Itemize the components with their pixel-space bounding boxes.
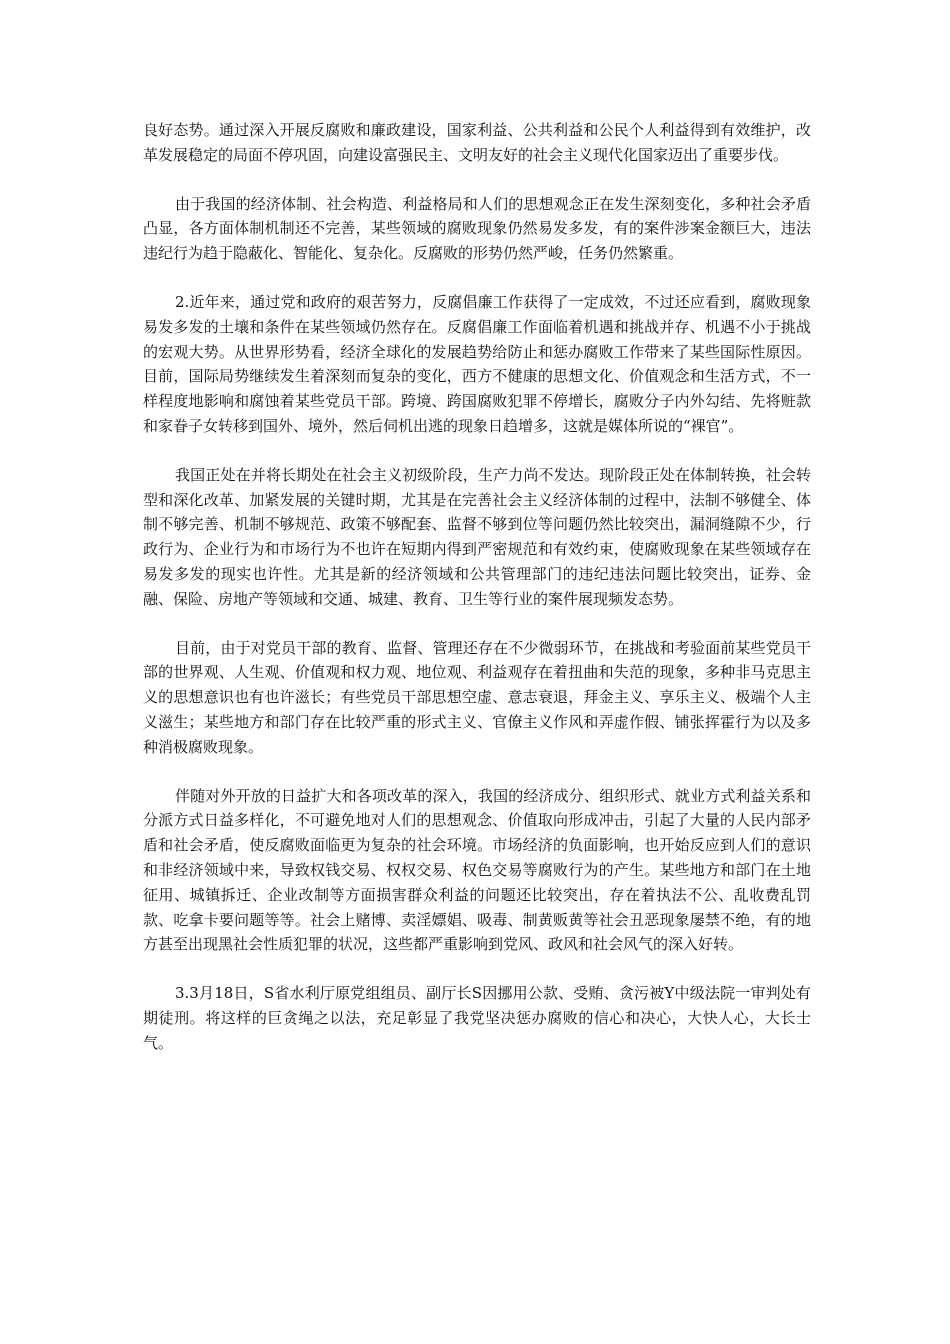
- paragraph-6: 伴随对外开放的日益扩大和各项改革的深入，我国的经济成分、组织形式、就业方式利益关系和分派方式日益多样化，不可避免地对人们的思想观念、价值取向形成冲击，引起了大量的人民内部矛盾和社会矛盾，使反腐败面临更为复杂的社会环境。市场经济的负面影响，也开始反应到人们的意识和非经济领域中来，导致权钱交易、权权交易、权色交易等腐败行为的产生。某些地方和部门在土地征用、城镇拆迁、企业改制等方面损害群众利益的问题还比较突出，存在着执法不公、乱收费乱罚款、吃拿卡要问题等等。社会上赌博、卖淫嫖娼、吸毒、制黄贩黄等社会丑恶现象屡禁不绝，有的地方甚至出现黑社会性质犯罪的状况，这些都严重影响到党风、政风和社会风气的深入好转。: [143, 786, 811, 954]
- paragraph-5: 目前，由于对党员干部的教育、监督、管理还存在不少微弱环节，在挑战和考验面前某些党员干部的世界观、人生观、价值观和权力观、地位观、利益观存在着扭曲和失范的现象，多种非马克思主义的思想意识也有也许滋长；有些党员干部思想空虚、意志衰退，拜金主义、享乐主义、极端个人主义滋生；某些地方和部门存在比较严重的形式主义、官僚主义作风和弄虚作假、铺张挥霍行为以及多种消极腐败现象。: [143, 638, 811, 756]
- paragraph-2: 由于我国的经济体制、社会构造、利益格局和人们的思想观念正在发生深刻变化，多种社会矛盾凸显，各方面体制机制还不完善，某些领域的腐败现象仍然易发多发，有的案件涉案金额巨大，违法违纪行为趋于隐蔽化、智能化、复杂化。反腐败的形势仍然严峻，任务仍然繁重。: [143, 194, 811, 263]
- paragraph-3: 2.近年来，通过党和政府的艰苦努力，反腐倡廉工作获得了一定成效，不过还应看到，腐败现象易发多发的土壤和条件在某些领域仍然存在。反腐倡廉工作面临着机遇和挑战并存、机遇不小于挑战的宏观大势。从世界形势看，经济全球化的发展趋势给防止和惩办腐败工作带来了某些国际性原因。目前，国际局势继续发生着深刻而复杂的变化，西方不健康的思想文化、价值观念和生活方式，不一样程度地影响和腐蚀着某些党员干部。跨境、跨国腐败犯罪不停增长，腐败分子内外勾结、先将赃款和家眷子女转移到国外、境外，然后伺机出逃的现象日趋增多，这就是媒体所说的“裸官”。: [143, 292, 811, 435]
- paragraph-4: 我国正处在并将长期处在社会主义初级阶段，生产力尚不发达。现阶段正处在体制转换，社会转型和深化改革、加紧发展的关键时期，尤其是在完善社会主义经济体制的过程中，法制不够健全、体制不够完善、机制不够规范、政策不够配套、监督不够到位等问题仍然比较突出，漏洞缝隙不少，行政行为、企业行为和市场行为不也许在短期内得到严密规范和有效约束，使腐败现象在某些领域存在易发多发的现实也许性。尤其是新的经济领域和公共管理部门的违纪违法问题比较突出，证券、金融、保险、房地产等领域和交通、城建、教育、卫生等行业的案件展现频发态势。: [143, 465, 811, 608]
- paragraph-1: 良好态势。通过深入开展反腐败和廉政建设，国家利益、公共利益和公民个人利益得到有效维护，改革发展稳定的局面不停巩固，向建设富强民主、文明友好的社会主义现代化国家迈出了重要步伐。: [143, 121, 811, 164]
- paragraph-7: 3.3月18日，S省水利厅原党组组员、副厅长S因挪用公款、受贿、贪污被Y中级法院一审判处有期徒刑。将这样的巨贪绳之以法，充足彰显了我党坚决惩办腐败的信心和决心，大快人心，大长士气。: [143, 984, 811, 1052]
- document-page: [143, 118, 811, 1080]
